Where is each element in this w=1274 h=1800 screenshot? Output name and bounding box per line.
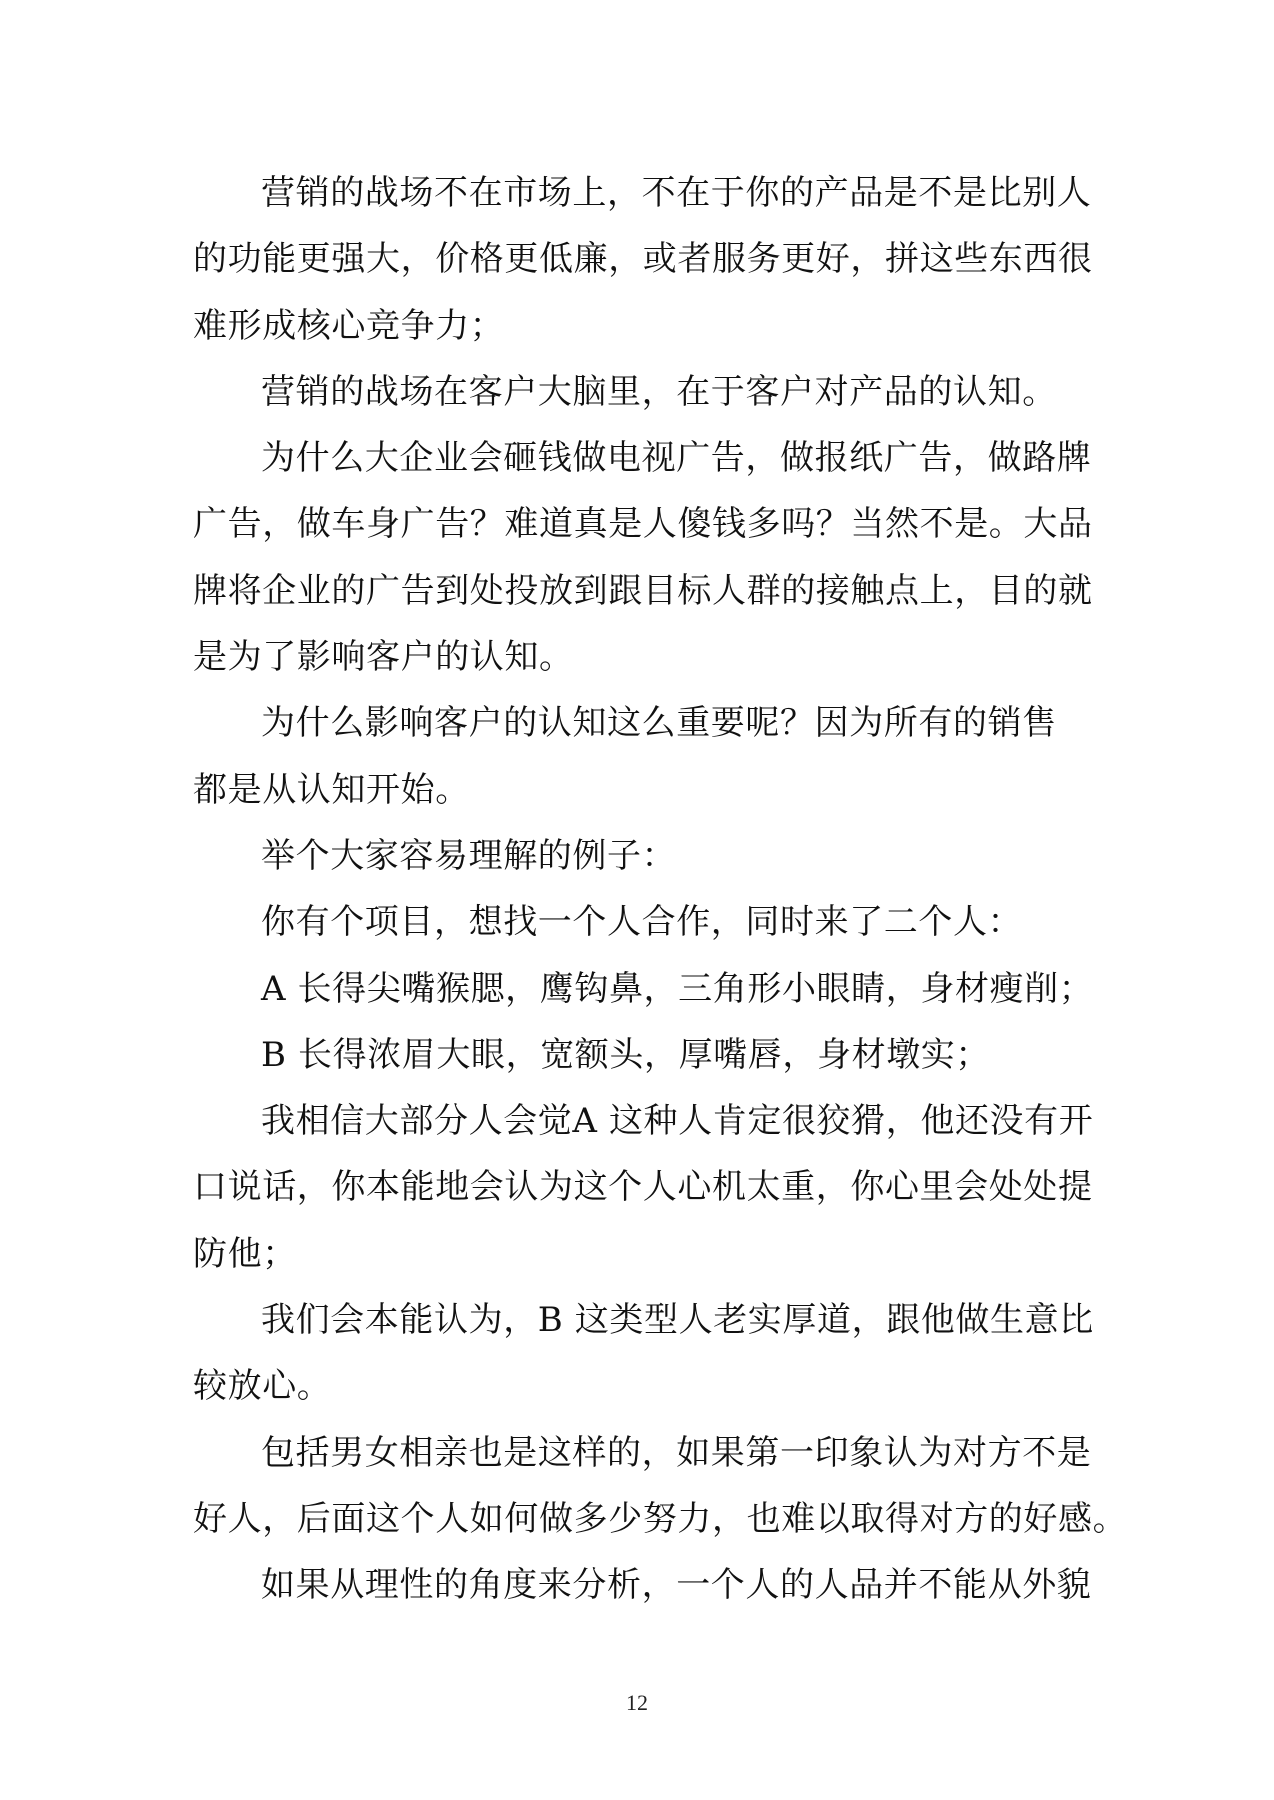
text-line: 包括男女相亲也是这样的，如果第一印象认为对方不是 [261,1432,1092,1473]
text-line: 广告，做车身广告？难道真是人傻钱多吗？当然不是。大品 [193,504,1093,545]
text-line: 我相信大部分人会觉A 这种人肯定很狡猾，他还没有开 [261,1101,1094,1142]
text-line: 防他； [193,1233,297,1274]
text-line: 我们会本能认为，B 这类型人老实厚道，跟他做生意比 [261,1300,1094,1341]
text-line: 为什么影响客户的认知这么重要呢？因为所有的销售 [261,703,1057,744]
text-line: 的功能更强大，价格更低廉，或者服务更好，拼这些东西很 [193,239,1093,280]
text-line: 难形成核心竞争力； [193,305,505,346]
page-number: 12 [626,1690,648,1715]
text-line: 你有个项目，想找一个人合作，同时来了二个人： [261,902,1023,943]
text-line: 好人，后面这个人如何做多少努力，也难以取得对方的好感。 [193,1498,1128,1539]
body-text [193,160,1128,1619]
text-line: 举个大家容易理解的例子： [261,835,677,876]
text-line: 营销的战场在客户大脑里，在于客户对产品的认知。 [261,371,1057,412]
text-line: 如果从理性的角度来分析，一个人的人品并不能从外貌 [261,1565,1092,1606]
text-line: B 长得浓眉大眼，宽额头，厚嘴唇，身材墩实； [261,1034,990,1075]
text-line: 为什么大企业会砸钱做电视广告，做报纸广告，做路牌 [261,438,1092,479]
text-line: 营销的战场不在市场上，不在于你的产品是不是比别人 [261,173,1092,213]
text-line: A 长得尖嘴猴腮，鹰钩鼻，三角形小眼睛，身材瘦削； [261,968,1094,1009]
text-line: 较放心。 [193,1366,332,1407]
text-line: 口说话，你本能地会认为这个人心机太重，你心里会处处提 [193,1167,1093,1208]
text-line: 都是从认知开始。 [193,769,470,810]
text-line: 牌将企业的广告到处投放到跟目标人群的接触点上，目的就 [193,570,1093,611]
text-line: 是为了影响客户的认知。 [193,637,574,678]
